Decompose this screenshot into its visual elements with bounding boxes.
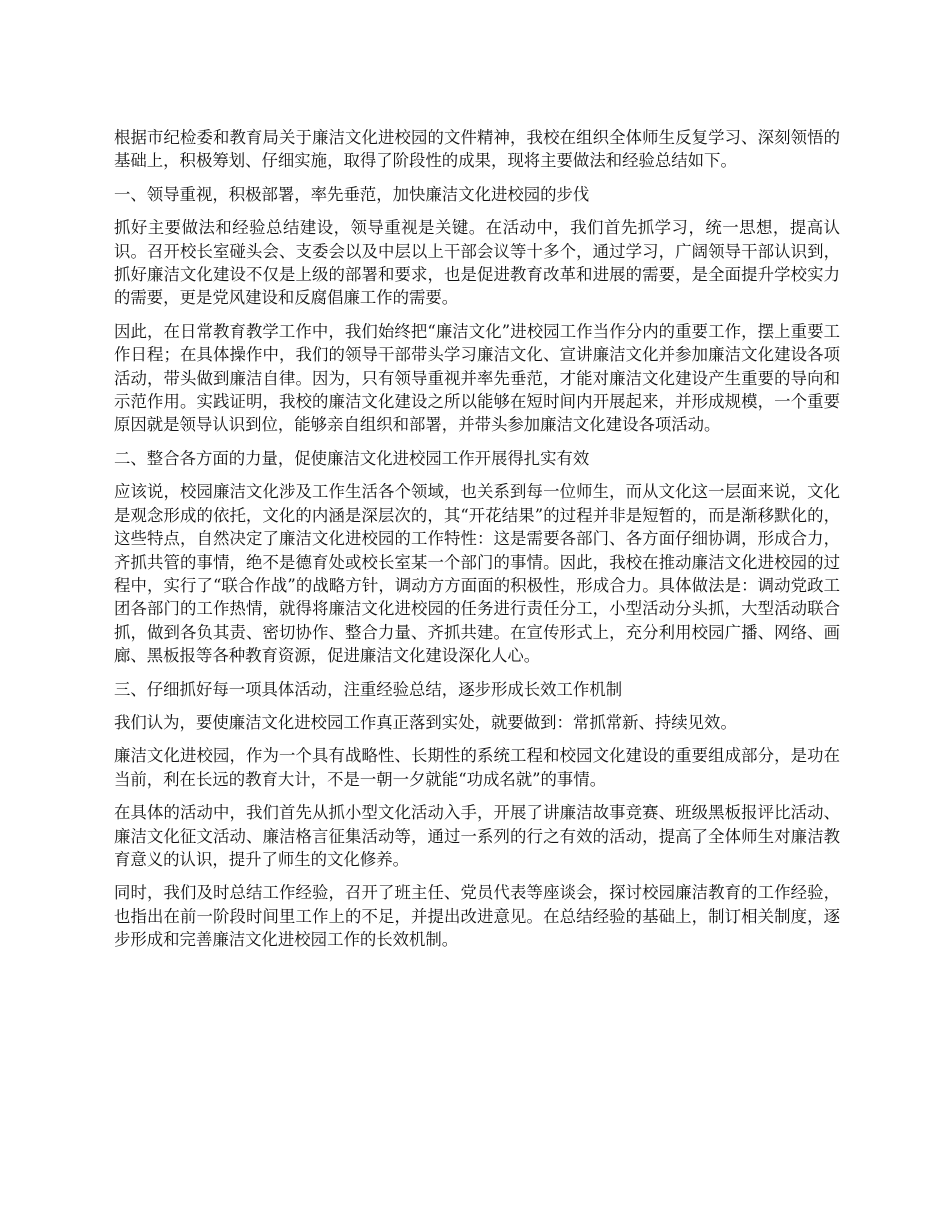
section-heading-3: 三、仔细抓好每一项具体活动，注重经验总结，逐步形成长效工作机制 [114, 679, 623, 699]
section-3-paragraph-3: 在具体的活动中，我们首先从抓小型文化活动入手，开展了讲廉洁故事竞赛、班级黑板报评比活动、廉洁文化征文活动、廉洁格言征集活动等，通过一系列的行之有效的活动，提高了全体师生对廉洁教育意义的认识，提升了师生的文化修养。 [114, 803, 840, 869]
section-1-paragraph-2: 因此，在日常教育教学工作中，我们始终把“廉洁文化”进校园工作当作分内的重要工作，摆上重要工作日程；在具体操作中，我们的领导干部带头学习廉洁文化、宣讲廉洁文化并参加廉洁文化建设各项活动，带头做到廉洁自律。因为，只有领导重视并率先垂范，才能对廉洁文化建设产生重要的导向和示范作用。实践证明，我校的廉洁文化建设之所以能够在短时间内开展起来，并形成规模，一个重要原因就是领导认识到位，能够亲自组织和部署，并带头参加廉洁文化建设各项活动。 [114, 321, 840, 435]
section-heading-1: 一、领导重视，积极部署，率先垂范，加快廉洁文化进校园的步伐 [114, 184, 590, 204]
section-3-paragraph-2: 廉洁文化进校园，作为一个具有战略性、长期性的系统工程和校园文化建设的重要组成部分，是功在当前，利在长远的教育大计，不是一朝一夕就能“功成名就”的事情。 [114, 746, 840, 789]
section-3-paragraph-4: 同时，我们及时总结工作经验，召开了班主任、党员代表等座谈会，探讨校园廉洁教育的工作经验，也指出在前一阶段时间里工作上的不足，并提出改进意见。在总结经验的基础上，制订相关制度，逐步形成和完善廉洁文化进校园工作的长效机制。 [114, 883, 840, 950]
intro-paragraph: 根据市纪检委和教育局关于廉洁文化进校园的文件精神，我校在组织全体师生反复学习、深刻领悟的基础上，积极筹划、仔细实施，取得了阶段性的成果，现将主要做法和经验总结如下。 [114, 128, 840, 171]
section-2-paragraph-1: 应该说，校园廉洁文化涉及工作生活各个领域，也关系到每一位师生，而从文化这一层面来说，文化是观念形成的依托，文化的内涵是深层次的，其“开花结果”的过程并非是短暂的，而是渐移默化的，这些特点，自然决定了廉洁文化进校园的工作特性：这是需要各部门、各方面仔细协调，形成合力，齐抓共管的事情，绝不是德育处或校长室某一个部门的事情。因此，我校在推动廉洁文化进校园的过程中，实行了“联合作战”的战略方针，调动方方面面的积极性，形成合力。具体做法是：调动党政工团各部门的工作热情，就得将廉洁文化进校园的任务进行责任分工，小型活动分头抓，大型活动联合抓，做到各负其责、密切协作、整合力量、齐抓共建。在宣传形式上，充分利用校园广播、网络、画廊、黑板报等各种教育资源，促进廉洁文化建设深化人心。 [114, 482, 840, 666]
document-body [114, 126, 840, 962]
section-3-paragraph-1: 我们认为，要使廉洁文化进校园工作真正落到实处，就要做到：常抓常新、持续见效。 [114, 712, 737, 732]
section-heading-2: 二、整合各方面的力量，促使廉洁文化进校园工作开展得扎实有效 [114, 448, 590, 468]
section-1-paragraph-1: 抓好主要做法和经验总结建设，领导重视是关键。在活动中，我们首先抓学习，统一思想，提高认识。召开校长室碰头会、支委会以及中层以上干部会议等十多个，通过学习，广阔领导干部认识到，抓好廉洁文化建设不仅是上级的部署和要求，也是促进教育改革和进展的需要，是全面提升学校实力的需要，更是党风建设和反腐倡廉工作的需要。 [114, 218, 840, 308]
